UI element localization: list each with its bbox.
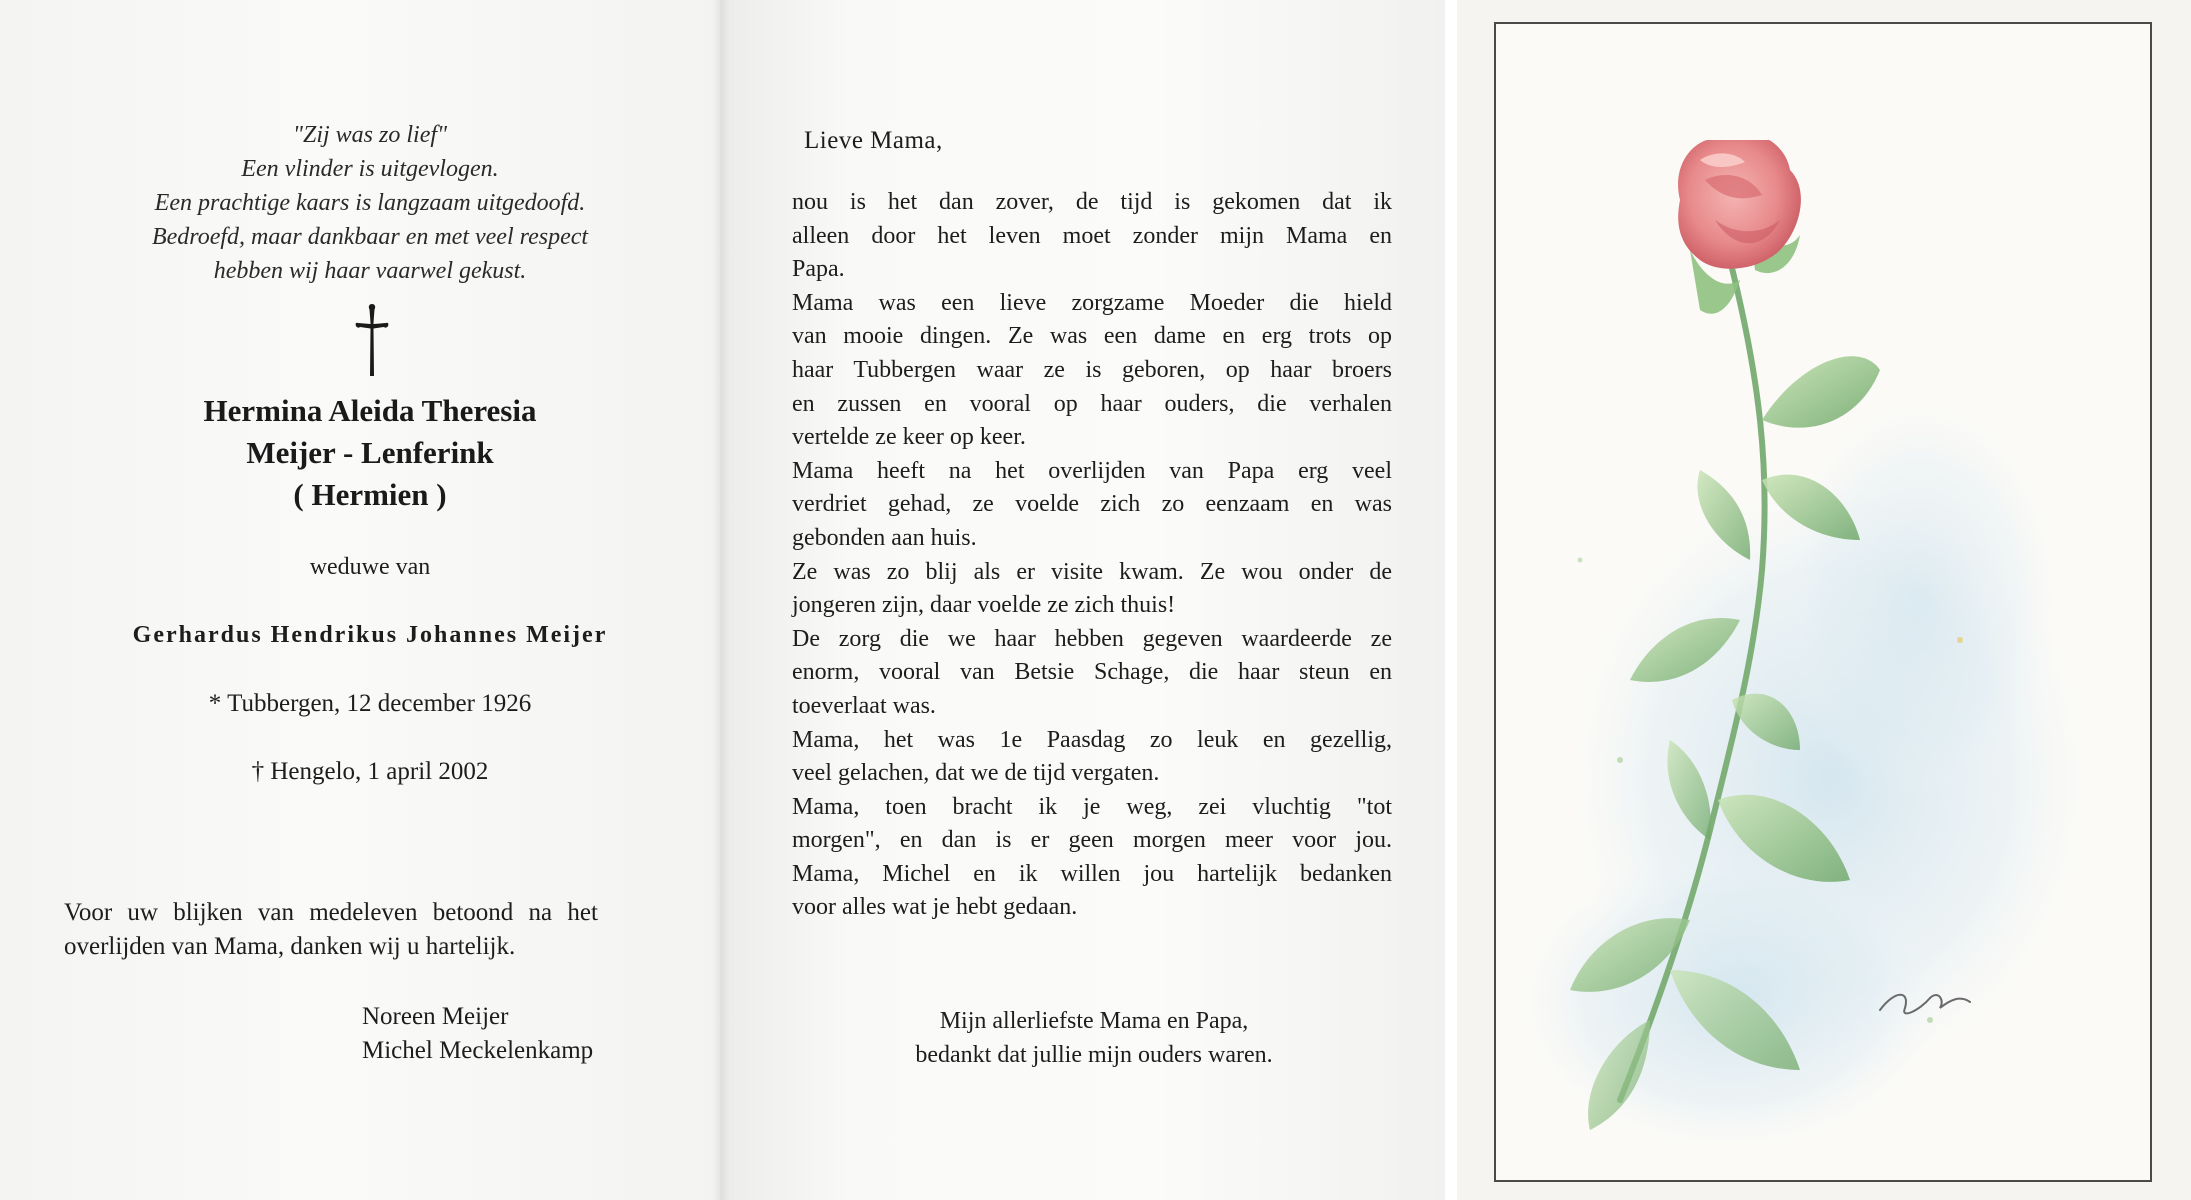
poem-line: "Zij was zo lief" [292, 122, 448, 148]
paint-dot [1578, 558, 1583, 563]
closing-line: bedankt dat jullie mijn ouders waren. [915, 1042, 1273, 1068]
poem [40, 118, 700, 288]
rose-leaf [1762, 356, 1880, 427]
poem-line: hebben wij haar vaarwel gekust. [213, 258, 527, 284]
panel-gap [1445, 0, 1457, 1200]
letter-line: jongeren zijn, daar voelde ze zich thuis! [792, 592, 1176, 619]
letter-line: Mama, toen bracht ik je weg, zei vluchtig "tot [792, 793, 1392, 820]
letter-line: voor alles wat je hebt gedaan. [792, 894, 1078, 921]
deceased-name [40, 390, 700, 516]
letter-body [792, 186, 1392, 925]
letter-line: enorm, vooral van Betsie Schage, die haar steun en [792, 659, 1392, 686]
letter-line: gebonden aan huis. [792, 524, 977, 551]
letter-line: alleen door het leven moet zonder mijn Mama en [792, 222, 1392, 249]
poem-line: Bedroefd, maar dankbaar en met veel respect [151, 224, 589, 250]
thanks-text [64, 896, 674, 964]
paint-dot [1927, 1017, 1933, 1023]
paint-dot [1957, 637, 1963, 643]
letter-line: toeverlaat was. [792, 692, 936, 719]
letter-line: De zorg die we haar hebben gegeven waardeerde ze [792, 625, 1392, 652]
letter-line: morgen", en dan is er geen morgen meer voor jou. [792, 827, 1392, 854]
signer-name: Noreen Meijer [362, 1003, 509, 1030]
letter-line: haar Tubbergen waar ze is geboren, op haar broers [792, 356, 1392, 383]
closing-line: Mijn allerliefste Mama en Papa, [939, 1008, 1249, 1034]
cross-icon [352, 300, 392, 380]
letter-line: Ze was zo blij als er visite kwam. Ze wou onder de [792, 558, 1392, 585]
poem-line: Een vlinder is uitgevlogen. [241, 156, 499, 182]
birth-info: * Tubbergen, 12 december 1926 [208, 690, 532, 717]
widow-of-label: weduwe van [309, 554, 431, 580]
poem-line: Een prachtige kaars is langzaam uitgedoofd. [154, 190, 586, 216]
letter-salutation: Lieve Mama, [804, 127, 943, 154]
letter-line: Mama, Michel en ik willen jou hartelijk bedanken [792, 860, 1392, 887]
thanks-line: overlijden van Mama, danken wij u hartelijk. [64, 933, 516, 960]
letter-line: Mama, het was 1e Paasdag zo leuk en gezellig, [792, 726, 1392, 753]
letter-line: van mooie dingen. Ze was een dame en erg trots op [792, 323, 1392, 350]
letter-line: vertelde ze keer op keer. [792, 424, 1026, 451]
letter-line: Mama heeft na het overlijden van Papa erg veel [792, 457, 1392, 484]
deceased-nickname: ( Hermien ) [293, 477, 447, 512]
letter-line: en zussen en vooral op haar ouders, die verhalen [792, 390, 1392, 417]
letter-line: veel gelachen, dat we de tijd vergaten. [792, 760, 1160, 787]
letter-line: Papa. [792, 256, 845, 283]
rose-illustration [1500, 140, 2120, 1170]
card-fold [712, 0, 730, 1200]
husband-name: Gerhardus Hendrikus Johannes Meijer [132, 622, 608, 648]
watercolor-wash [1780, 400, 2060, 800]
death-info: † Hengelo, 1 april 2002 [251, 758, 489, 785]
deceased-given-names: Hermina Aleida Theresia [203, 393, 537, 428]
signers [362, 1000, 593, 1068]
signer-name: Michel Meckelenkamp [362, 1037, 594, 1064]
thanks-line: Voor uw blijken van medeleven betoond na het [64, 899, 598, 926]
paint-dot [1617, 757, 1623, 763]
letter-line: Mama was een lieve zorgzame Moeder die hield [792, 289, 1392, 316]
deceased-surname: Meijer - Lenferink [246, 435, 494, 470]
letter-line: verdriet gehad, ze voelde zich zo eenzaam en was [792, 491, 1392, 518]
letter-line: nou is het dan zover, de tijd is gekomen dat ik [792, 189, 1392, 215]
letter-closing [784, 1004, 1404, 1072]
